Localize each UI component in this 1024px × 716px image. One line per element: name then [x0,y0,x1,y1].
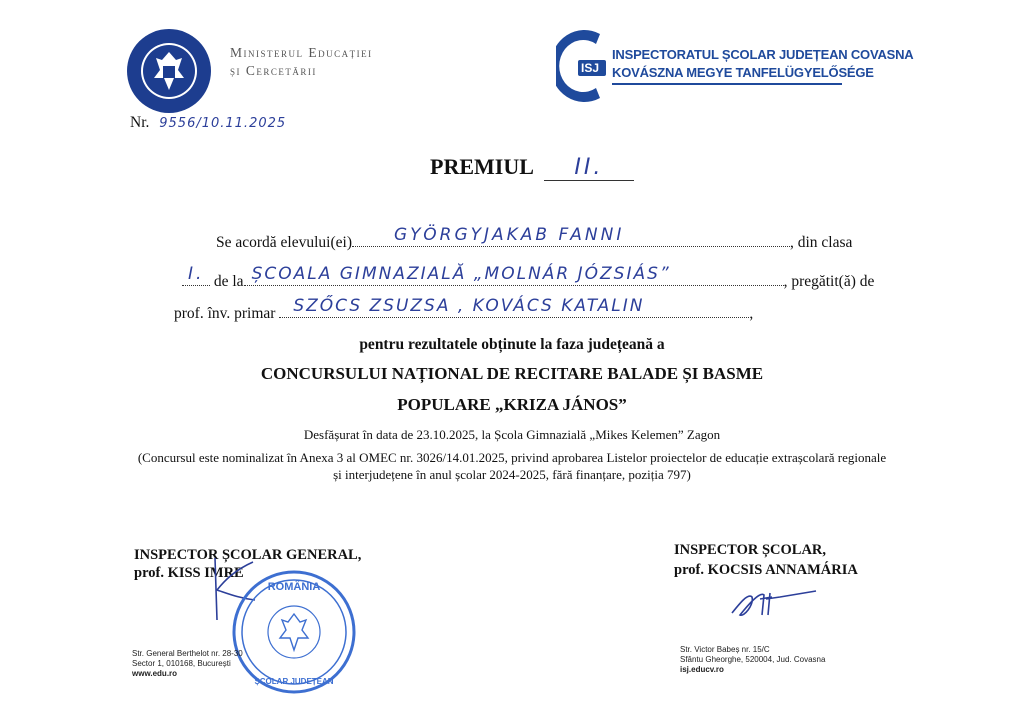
class-field [182,264,210,286]
body-line-3 [174,296,754,323]
isj-underline [612,83,842,85]
body-line-1-prefix: Se acordă elevului(ei) [216,234,352,251]
body-line-1-suffix: , din clasa [790,234,853,251]
student-name-field [352,225,790,247]
stamp-text [230,701,231,702]
contest-line-2: POPULARE „KRIZA JÁNOS” [397,395,627,414]
left-signature-title: INSPECTOR ȘCOLAR GENERAL, [134,547,362,563]
left-signature-name: prof. KISS IMRE [134,565,244,581]
held-info: Desfășurat în data de 23.10.2025, la Școla Gimnazială „Mikes Kelemen” Zagon [303,427,721,442]
isj-logo-text: ISJ [581,61,600,75]
contest-line-1: CONCURSULUI NAȚIONAL DE RECITARE BALADE ȘI BASME [260,364,764,383]
award-title [430,154,634,181]
school-handwritten: ȘCOALA GIMNAZIALĂ „MOLNÁR JÓZSIÁS” [251,264,671,284]
right-signature-title: INSPECTOR ȘCOLAR, [674,542,827,558]
body-line-2-middle: de la [213,273,244,290]
svg-text:ȘCOLAR JUDEȚEAN: ȘCOLAR JUDEȚEAN [254,677,334,686]
body-line-4: pentru rezultatele obținute la faza județeană a [359,336,665,353]
body-line-2-suffix: , pregătit(ă) de [783,273,875,290]
award-title-label: PREMIUL [430,154,534,179]
registration-handwritten: 9556/10.11.2025 [159,116,287,131]
government-seal [126,28,212,114]
isj-line-1: INSPECTORATUL ȘCOLAR JUDEȚEAN COVASNA [612,47,914,62]
note-line-2: și interjudețene în anul școlar 2024-2025, fără finanțare, poziția 797) [333,467,691,482]
body-line-2 [182,264,875,291]
left-address-line-1: Str. General Berthelot nr. 28-30 [132,649,243,658]
right-signature [726,585,826,630]
note-line-1: (Concursul este nominalizat în Anexa 3 al OMEC nr. 3026/14.01.2025, privind aprobarea Listelor proiectelor de educație extrașcolară regionale [137,450,887,465]
ministry-line-2: și Cercetării [230,63,317,78]
note [0,449,1024,483]
right-address-line-1: Str. Victor Babeș nr. 15/C [680,645,770,654]
svg-text:ROMÂNIA: ROMÂNIA [267,581,321,593]
school-field [244,264,784,286]
right-footer-address [680,645,825,675]
class-handwritten: I. [188,264,205,284]
isj-name [612,46,914,85]
registration-number [130,114,286,132]
body-line-1 [216,225,853,252]
right-signature-name: prof. KOCSIS ANNAMÁRIA [674,562,858,578]
ministry-name [230,44,373,80]
official-stamp [230,568,358,696]
right-address-line-2: Sfântu Gheorghe, 520004, Jud. Covasna [680,655,826,664]
body-line-3-prefix: prof. înv. primar [174,305,276,322]
award-rank: II. [574,155,604,180]
right-website: isj.educv.ro [680,665,724,674]
body-line-3-suffix: , [749,305,754,322]
student-name: GYÖRGYJAKAB FANNI [394,225,625,245]
left-footer-address [132,649,243,679]
isj-line-2: KOVÁSZNA MEGYE TANFELÜGYELŐSÉGE [612,65,874,80]
ministry-line-1: Ministerul Educației [230,45,373,60]
left-address-line-2: Sector 1, 010168, București [132,659,231,668]
teachers-field [279,296,749,318]
isj-logo [556,26,608,106]
seal-text [126,119,127,120]
teachers-handwritten: SZŐCS ZSUZSA , KOVÁCS KATALIN [293,296,645,316]
registration-label: Nr. [130,114,150,131]
left-website: www.edu.ro [132,669,178,678]
award-rank-line [544,155,634,181]
right-signature-block [674,540,858,580]
